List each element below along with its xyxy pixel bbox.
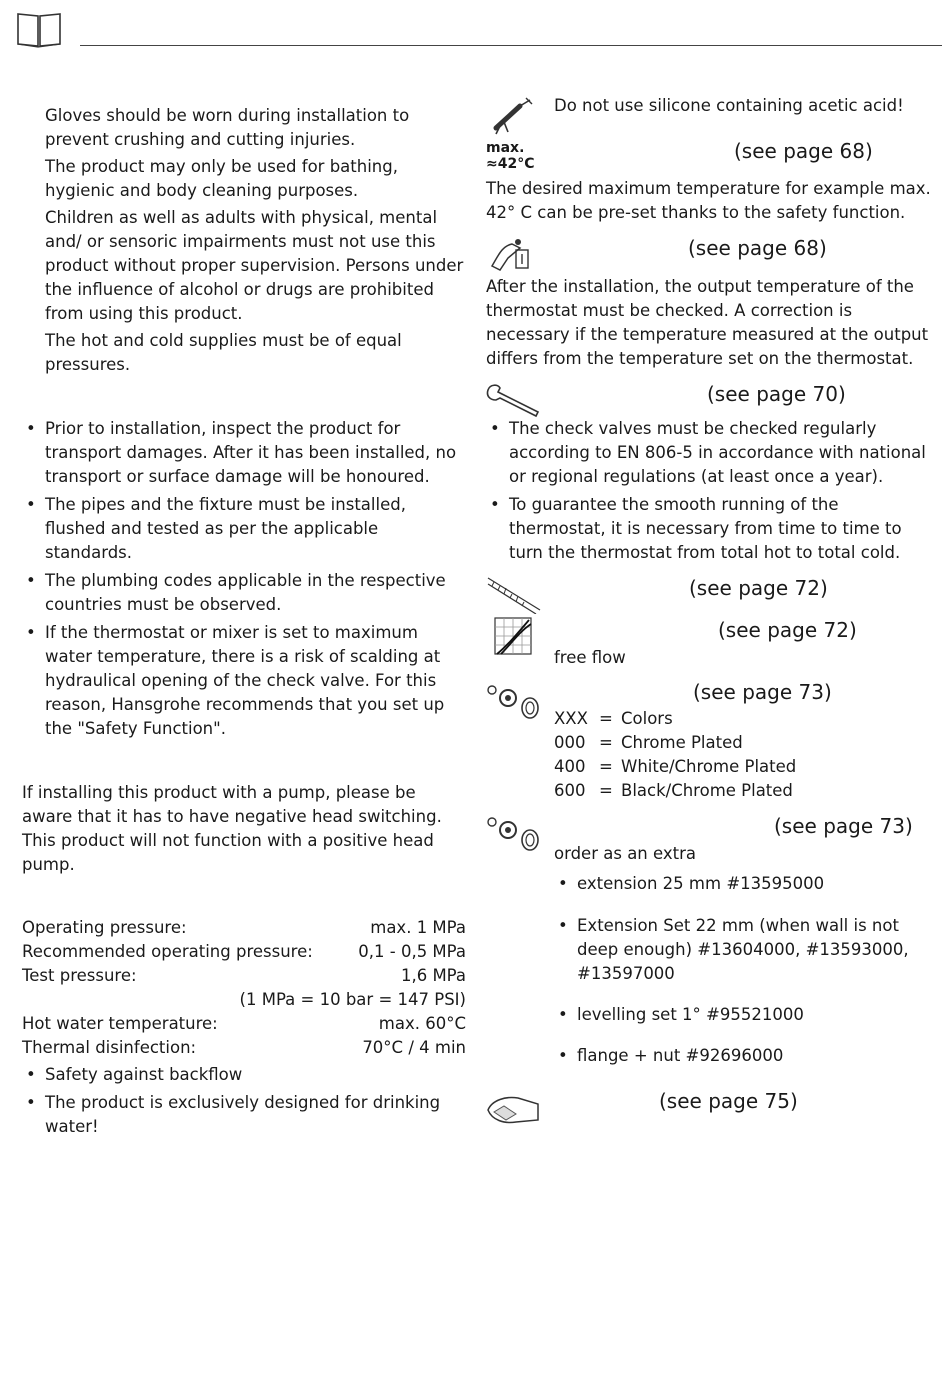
dimensions-ref: (see page 72) bbox=[689, 576, 828, 600]
spec-value: (1 MPa = 10 bar = 147 PSI) bbox=[239, 990, 466, 1009]
spec-row bbox=[22, 1036, 466, 1060]
technical-data bbox=[22, 916, 466, 1139]
calibration-ref: (see page 68) bbox=[688, 236, 827, 260]
spec-row bbox=[22, 988, 466, 1012]
thermometer-check-icon bbox=[488, 236, 534, 274]
color-code: XXX bbox=[554, 709, 588, 728]
silicone-gun-icon bbox=[490, 96, 534, 136]
color-name: Colors bbox=[621, 709, 673, 728]
spec-label: Thermal disinfection: bbox=[22, 1038, 197, 1057]
spec-label: Test pressure: bbox=[22, 966, 137, 985]
color-code-row bbox=[554, 707, 934, 731]
flow-diagram-icon bbox=[493, 616, 533, 656]
list-item: • extension 25 mm #13595000 bbox=[554, 872, 934, 896]
color-name: Chrome Plated bbox=[621, 733, 743, 752]
wrench-icon bbox=[486, 382, 542, 418]
header-rule bbox=[80, 45, 942, 46]
free-flow-label: free flow bbox=[554, 648, 626, 667]
color-code: 400 bbox=[554, 757, 586, 776]
color-code-eq: = bbox=[599, 781, 613, 800]
safety-note: Gloves should be worn during installation to prevent crushing and cutting injuries. bbox=[45, 106, 410, 149]
safety-note: The product may only be used for bathing, hygienic and body cleaning purposes. bbox=[45, 157, 398, 200]
list-item: • To guarantee the smooth running of the thermostat, it is necessary from time to time to turn the thermostat from total hot to total cold. bbox=[486, 493, 934, 565]
spec-value: max. 60°C bbox=[378, 1014, 466, 1033]
extras-list bbox=[554, 872, 934, 1068]
spare-parts-ref: (see page 73) bbox=[693, 680, 832, 704]
list-item: • flange + nut #92696000 bbox=[554, 1044, 934, 1068]
list-item: • levelling set 1° #95521000 bbox=[554, 1003, 934, 1027]
list-item: • The check valves must be checked regularly according to EN 806-5 in accordance with national or regional regulations (at least once a year). bbox=[486, 417, 934, 489]
list-item: • Extension Set 22 mm (when wall is not deep enough) #13604000, #13593000, #13597000 bbox=[554, 914, 934, 986]
color-name: Black/Chrome Plated bbox=[621, 781, 793, 800]
list-item: • The pipes and the fixture must be installed, flushed and tested as per the applicable standards. bbox=[22, 493, 466, 565]
spec-row bbox=[22, 916, 466, 940]
color-code-row bbox=[554, 731, 934, 755]
list-item: • The plumbing codes applicable in the respective countries must be observed. bbox=[22, 569, 466, 617]
safety-note: Children as well as adults with physical, mental and/ or sensoric impairments must not use this product without proper supervision. Persons under the influence of alcohol or drugs are prohibited from using this product. bbox=[45, 208, 464, 323]
maintenance-list bbox=[486, 417, 934, 565]
safety-function-ref: (see page 68) bbox=[734, 139, 873, 163]
extras-label: order as an extra bbox=[554, 844, 696, 863]
left-column bbox=[22, 104, 466, 1139]
spare-parts-icon bbox=[486, 814, 542, 852]
max-temp-icon bbox=[486, 140, 546, 172]
spec-value: 1,6 MPa bbox=[400, 966, 466, 985]
color-code-eq: = bbox=[599, 709, 613, 728]
flow-diagram-ref: (see page 72) bbox=[718, 618, 857, 642]
spare-parts-icon bbox=[486, 682, 542, 720]
spec-label: Operating pressure: bbox=[22, 918, 187, 937]
spec-value: 0,1 - 0,5 MPa bbox=[358, 942, 466, 961]
spec-label: Hot water temperature: bbox=[22, 1014, 218, 1033]
color-code-row bbox=[554, 755, 934, 779]
pump-note: If installing this product with a pump, please be aware that it has to have negative head switching. This product will not function with a positive head pump. bbox=[22, 783, 442, 874]
max-label: max. bbox=[486, 140, 525, 156]
color-code-row bbox=[554, 779, 934, 803]
color-name: White/Chrome Plated bbox=[621, 757, 797, 776]
list-item: • Prior to installation, inspect the product for transport damages. After it has been installed, no transport or surface damage will be honoured. bbox=[22, 417, 466, 489]
spec-row bbox=[22, 1012, 466, 1036]
spec-value: max. 1 MPa bbox=[370, 918, 466, 937]
installation-notes bbox=[22, 417, 466, 741]
spec-value: 70°C / 4 min bbox=[362, 1038, 466, 1057]
cleaning-ref: (see page 75) bbox=[659, 1089, 798, 1113]
safety-function-text: The desired maximum temperature for example max. 42° C can be pre-set thanks to the safety function. bbox=[486, 179, 931, 222]
color-code-eq: = bbox=[599, 733, 613, 752]
list-item: • The product is exclusively designed for drinking water! bbox=[22, 1091, 466, 1139]
max-temp-label: ≈42°C bbox=[486, 156, 535, 172]
color-codes bbox=[554, 707, 934, 803]
cleaning-hand-icon bbox=[486, 1090, 542, 1126]
manual-book-icon bbox=[16, 10, 62, 48]
color-code: 000 bbox=[554, 733, 586, 752]
safety-note: The hot and cold supplies must be of equal pressures. bbox=[45, 331, 402, 374]
calibration-text: After the installation, the output temperature of the thermostat must be checked. A correction is necessary if the temperature measured at the output differs from the temperature set on the thermostat. bbox=[486, 277, 929, 368]
silicone-warning: Do not use silicone containing acetic acid! bbox=[554, 96, 904, 115]
ruler-dimensions-icon bbox=[486, 576, 542, 614]
spec-row bbox=[22, 964, 466, 988]
extras-ref: (see page 73) bbox=[774, 814, 913, 838]
list-item: • If the thermostat or mixer is set to maximum water temperature, there is a risk of scalding at hydraulical opening of the check valve. For this reason, Hansgrohe recommends that you set up the "Safety Function". bbox=[22, 621, 466, 741]
spec-row bbox=[22, 940, 466, 964]
color-code: 600 bbox=[554, 781, 586, 800]
color-code-eq: = bbox=[599, 757, 613, 776]
safety-notes bbox=[22, 104, 466, 377]
spec-label: Recommended operating pressure: bbox=[22, 942, 313, 961]
maintenance-ref: (see page 70) bbox=[707, 382, 846, 406]
list-item: • Safety against backflow bbox=[22, 1063, 466, 1087]
